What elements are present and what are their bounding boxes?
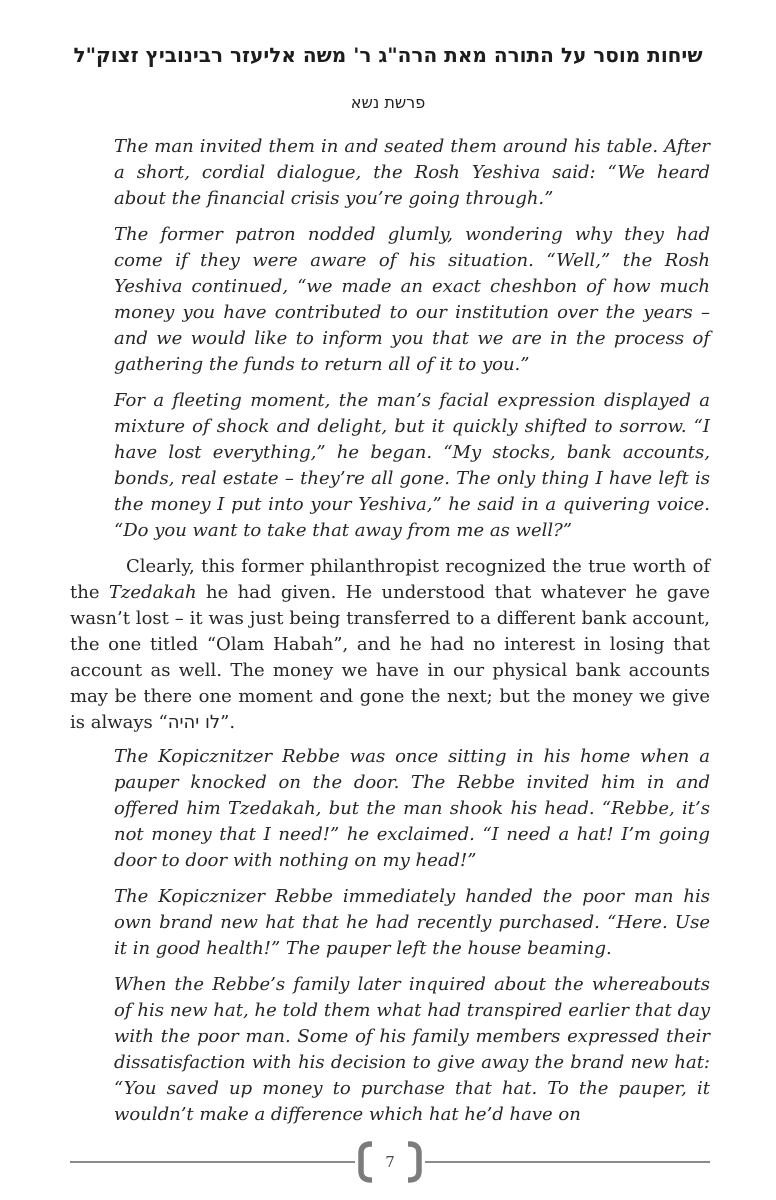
footer-rule-left xyxy=(70,1161,355,1163)
block-quote: The former patron nodded glumly, wondering why they had come if they were aware of his situation. “Well,” the Rosh Yeshiva continued, “we made an exact cheshbon of how much money you have contributed to our institution over the years – and we would like to inform you that we are in the process of gathering the funds to return all of it to you.” xyxy=(114,224,710,375)
right-bracket-icon xyxy=(408,1139,425,1185)
footer-rule-right xyxy=(425,1161,710,1163)
block-quote: The Kopicznizer Rebbe immediately handed the poor man his own brand new hat that he had recently purchased. “Here. Use it in good health!” The pauper left the house beaming. xyxy=(114,886,710,959)
hebrew-title: שיחות מוסר על התורה מאת הרה"ג ר' משה אליעזר רבינוביץ זצוק"ל xyxy=(73,43,703,67)
body-paragraph xyxy=(70,554,710,736)
page-header xyxy=(0,0,776,114)
page-content xyxy=(70,134,710,1128)
parsha-subtitle: פרשת נשא xyxy=(350,93,426,112)
body-text-segment: ”. xyxy=(220,712,236,733)
tzedakah-term: Tzedakah xyxy=(108,582,197,603)
block-quote: For a fleeting moment, the man’s facial expression displayed a mixture of shock and delight, but it quickly shifted to sorrow. “I have lost everything,” he began. “My stocks, bank accounts, bonds, real estate – they’re all gone. The only thing I have left is the money I put into your Yeshiva,” he said in a quivering voice. “Do you want to take that away from me as well?” xyxy=(114,390,710,541)
block-quote: The man invited them in and seated them around his table. After a short, cordial dialogue, the Rosh Yeshiva said: “We heard about the financial crisis you’re going through.” xyxy=(114,136,710,209)
body-text-segment: he had given. He understood that whatever he gave wasn’t lost – it was just being transferred to a different bank account, the one titled “Olam Habah”, and he had no interest in losing that account as well. The money we have in our physical bank accounts may be there one moment and gone the next; but the money we give is always “ xyxy=(70,582,710,733)
page-number: 7 xyxy=(385,1152,395,1171)
left-bracket-icon xyxy=(355,1139,372,1185)
block-quote: When the Rebbe’s family later inquired about the whereabouts of his new hat, he told them what had transpired earlier that day with the poor man. Some of his family members expressed their dissatisfaction with his decision to give away the brand new hat: “You saved up money to purchase that hat. To the pauper, it wouldn’t make a difference which hat he’d have on xyxy=(114,974,710,1125)
body-text-segment: Clearly, this former philanthropist recognized the true worth of the xyxy=(70,556,710,603)
page-footer xyxy=(70,1139,710,1185)
block-quote: The Kopicznitzer Rebbe was once sitting in his home when a pauper knocked on the door. The Rebbe invited him in and offered him Tzedakah, but the man shook his head. “Rebbe, it’s not money that I need!” he exclaimed. “I need a hat! I’m going door to door with nothing on my head!” xyxy=(114,746,710,871)
hebrew-phrase: לו יהיה xyxy=(167,712,221,733)
